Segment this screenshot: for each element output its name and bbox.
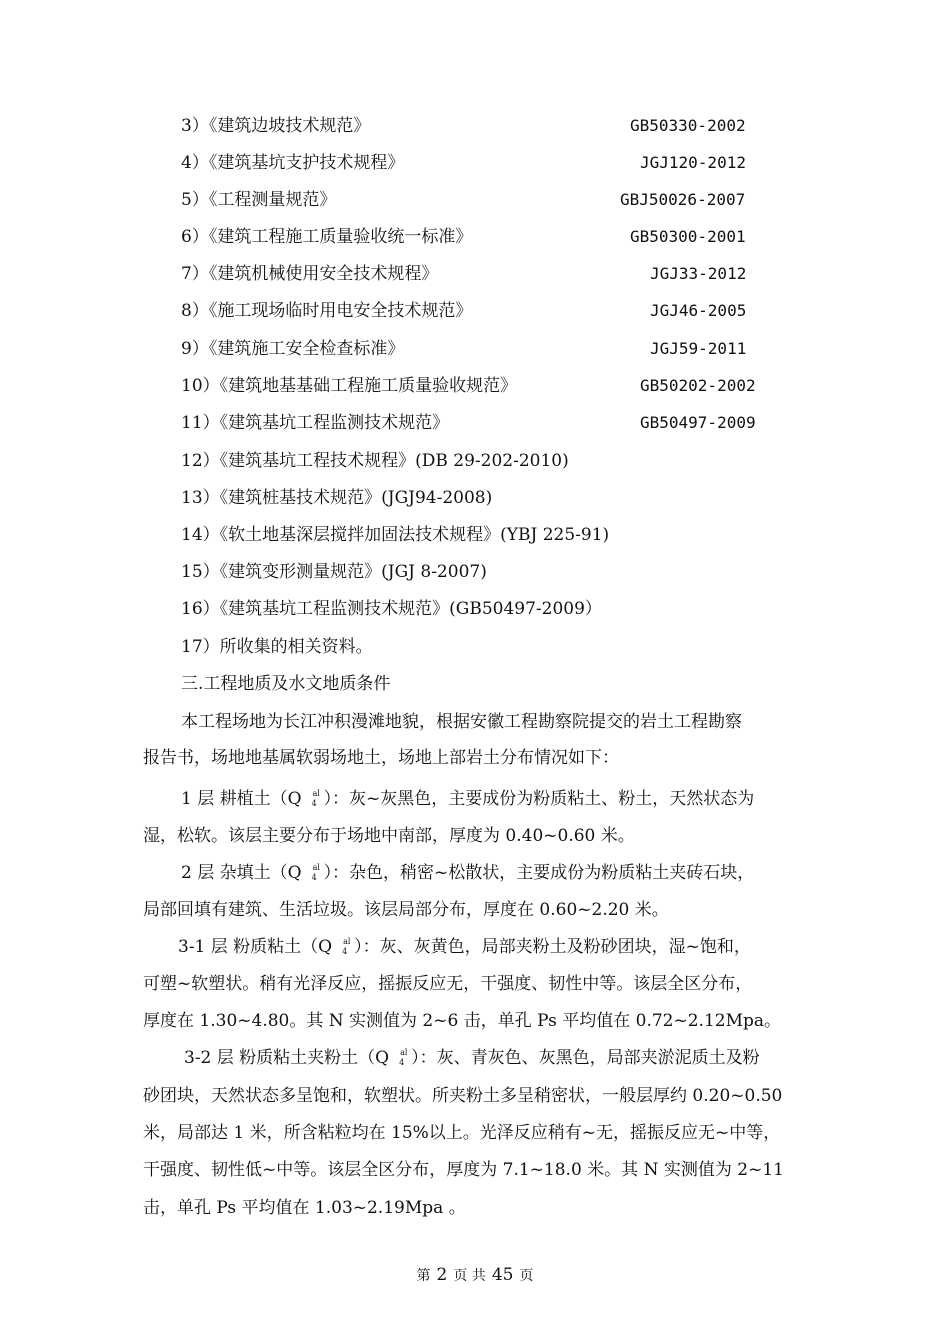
ref-code-10: GB50202-2002 <box>640 376 756 395</box>
ref-item-8: 8）《施工现场临时用电安全技术规范》 <box>181 301 473 321</box>
section-heading: 三.工程地质及水文地质条件 <box>181 674 391 694</box>
layer-2-text: 局部回填有建筑、生活垃圾。该层局部分布，厚度在 0.60~2.20 米。 <box>143 900 669 920</box>
ref-item-5: 5）《工程测量规范》 <box>181 190 337 210</box>
intro-line: 报告书，场地地基属软弱场地土，场地上部岩土分布情况如下： <box>143 748 619 768</box>
layer-3-2-text: 米，局部达 1 米，所含粘粒均在 15%以上。光泽反应稍有~无，摇振反应无~中等， <box>143 1123 781 1143</box>
ref-item-15: 15）《建筑变形测量规范》(JGJ 8-2007) <box>181 562 487 582</box>
layer-2-heading: 2 层 杂填土（Q al 4 ）：杂色，稍密~松散状，主要成份为粉质粘土夹砖石块， <box>181 863 755 883</box>
ref-code-7: JGJ33-2012 <box>650 264 747 283</box>
ref-code-9: JGJ59-2011 <box>650 339 747 358</box>
layer-3-2-text: 击，单孔 Ps 平均值在 1.03~2.19Mpa 。 <box>143 1198 466 1218</box>
ref-code-5: GBJ50026-2007 <box>620 190 746 209</box>
geologic-symbol: al 4 <box>399 1048 408 1067</box>
layer-3-2-text: 砂团块，天然状态多呈饱和，软塑状。所夹粉土多呈稍密状，一般层厚约 0.20~0.50 <box>143 1086 783 1106</box>
ref-item-3: 3）《建筑边坡技术规范》 <box>181 116 371 136</box>
ref-item-12: 12）《建筑基坑工程技术规程》(DB 29-202-2010) <box>181 451 569 471</box>
layer-3-2-heading: 3-2 层 粉质粘土夹粉土（Q al 4 ）：灰、青灰色、灰黑色，局部夹淤泥质土及粉 <box>184 1048 760 1068</box>
ref-code-4: JGJ120-2012 <box>640 153 746 172</box>
ref-item-7: 7）《建筑机械使用安全技术规程》 <box>181 264 439 284</box>
ref-item-14: 14）《软土地基深层搅拌加固法技术规程》(YBJ 225-91) <box>181 525 610 545</box>
layer-3-2-text: 干强度、韧性低~中等。该层全区分布，厚度为 7.1~18.0 米。其 N 实测值为 2~11 <box>143 1160 784 1180</box>
layer-1-text: 湿，松软。该层主要分布于场地中南部，厚度为 0.40~0.60 米。 <box>143 826 635 846</box>
geologic-symbol: al 4 <box>311 789 320 808</box>
ref-item-16: 16）《建筑基坑工程监测技术规范》(GB50497-2009） <box>181 599 602 619</box>
ref-item-9: 9）《建筑施工安全检查标准》 <box>181 339 405 359</box>
ref-item-13: 13）《建筑桩基技术规范》(JGJ94-2008) <box>181 488 493 508</box>
geologic-symbol: al 4 <box>311 863 320 882</box>
page-footer: 第 2 页 共 45 页 <box>416 1265 534 1285</box>
geologic-symbol: al 4 <box>342 937 351 956</box>
ref-code-3: GB50330-2002 <box>630 116 746 135</box>
ref-item-4: 4）《建筑基坑支护技术规程》 <box>181 153 405 173</box>
ref-item-6: 6）《建筑工程施工质量验收统一标准》 <box>181 227 473 247</box>
layer-3-1-text: 厚度在 1.30~4.80。其 N 实测值为 2~6 击，单孔 Ps 平均值在 0.72~2.12Mpa。 <box>143 1011 782 1031</box>
current-page: 2 <box>436 1265 448 1285</box>
layer-1-heading: 1 层 耕植土（Q al 4 ）：灰~灰黑色，主要成份为粉质粘土、粉土，天然状态为 <box>181 789 755 809</box>
layer-3-1-text: 可塑~软塑状。稍有光泽反应，摇振反应无，干强度、韧性中等。该层全区分布， <box>143 974 753 994</box>
layer-3-1-heading: 3-1 层 粉质粘土（Q al 4 ）：灰、灰黄色，局部夹粉土及粉砂团块，湿~饱和， <box>178 937 751 957</box>
total-pages: 45 <box>491 1265 514 1285</box>
ref-code-8: JGJ46-2005 <box>650 301 747 320</box>
ref-code-11: GB50497-2009 <box>640 413 756 432</box>
ref-item-11: 11）《建筑基坑工程监测技术规范》 <box>181 413 450 433</box>
ref-code-6: GB50300-2001 <box>630 227 746 246</box>
ref-item-17: 17）所收集的相关资料。 <box>181 637 373 657</box>
intro-line: 本工程场地为长江冲积漫滩地貌，根据安徽工程勘察院提交的岩土工程勘察 <box>181 712 742 732</box>
ref-item-10: 10）《建筑地基基础工程施工质量验收规范》 <box>181 376 518 396</box>
